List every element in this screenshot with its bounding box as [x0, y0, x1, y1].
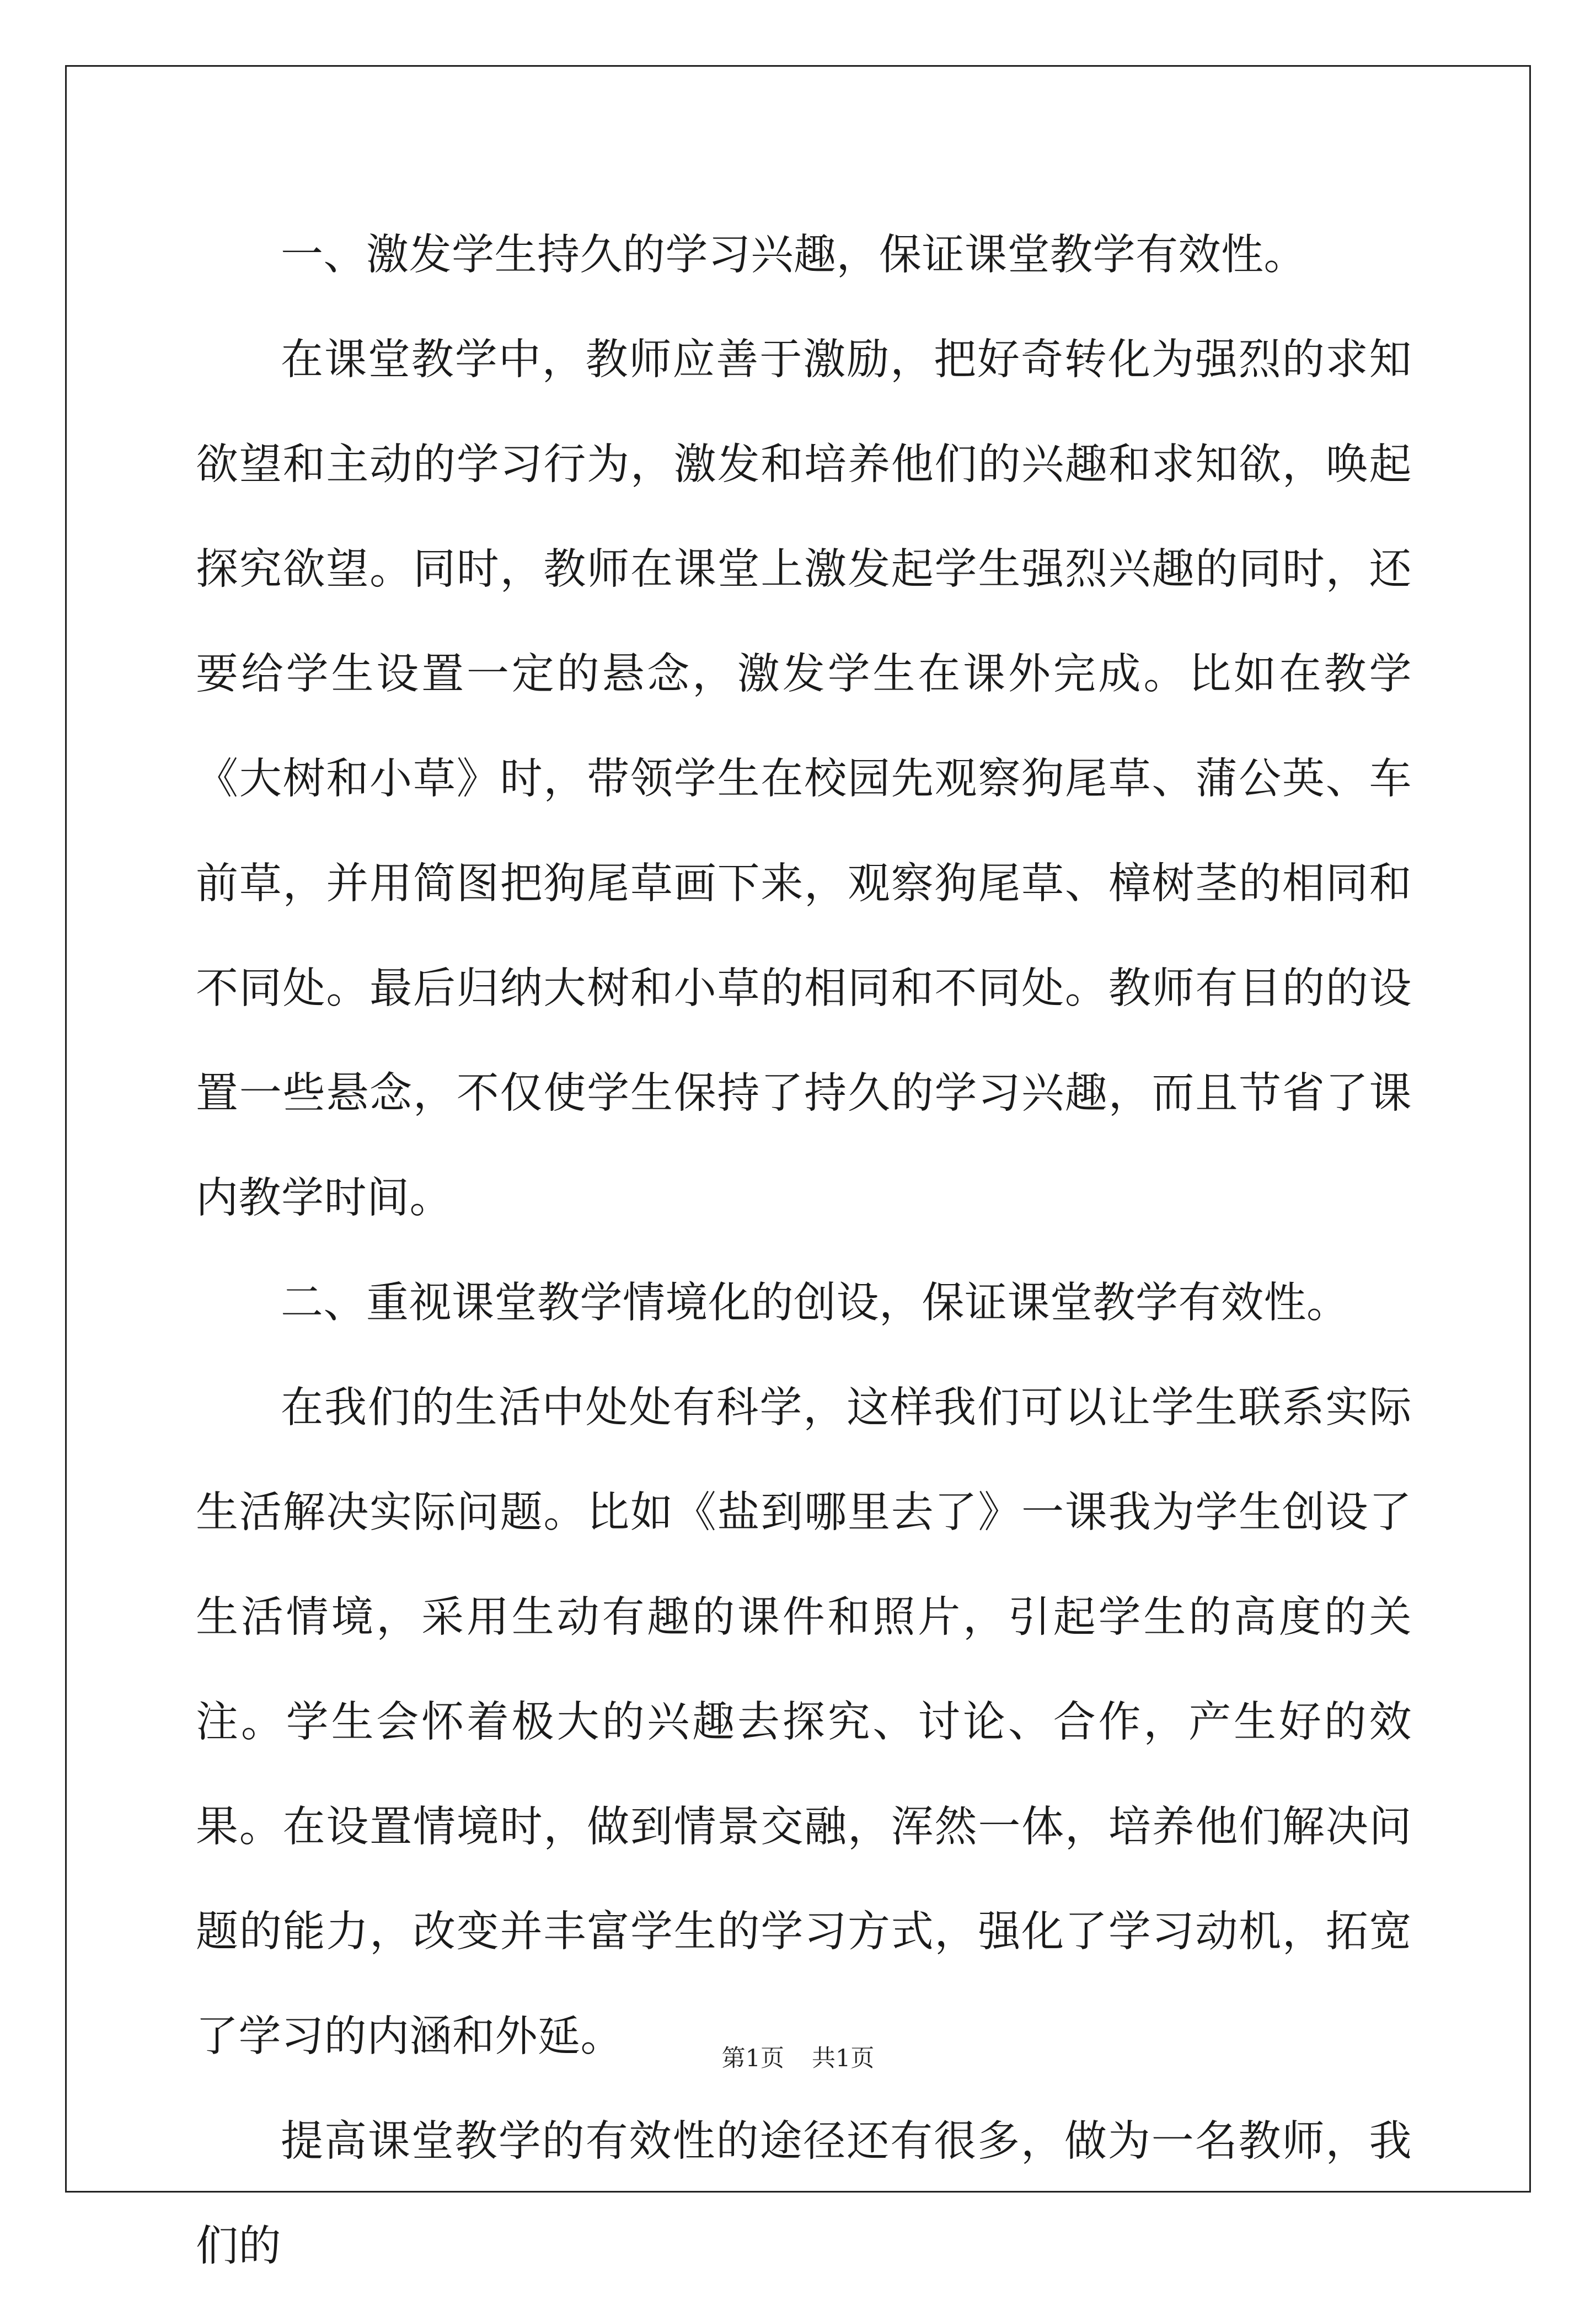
document-body [196, 203, 1412, 2299]
heading-section-1: 一、激发学生持久的学习兴趣，保证课堂教学有效性。 [281, 231, 1306, 280]
body-paragraph: 在课堂教学中，教师应善于激励，把好奇转化为强烈的求知欲望和主动的学习行为，激发和培养他们的兴趣和求知欲，唤起探究欲望。同时，教师在课堂上激发起学生强烈兴趣的同时，还要给学生设置一定的悬念，激发学生在课外完成。比如在教学《大树和小草》时，带领学生在校园先观察狗尾草、蒲公英、车前草，并用简图把狗尾草画下来，观察狗尾草、樟树茎的相同和不同处。最后归纳大树和小草的相同和不同处。教师有目的的设置一些悬念，不仅使学生保持了持久的学习兴趣，而且节省了课内教学时间。 [196, 335, 1412, 1223]
heading-section-2: 二、重视课堂教学情境化的创设，保证课堂教学有效性。 [281, 1279, 1349, 1328]
page-footer [0, 2042, 1596, 2075]
body-paragraph: 提高课堂教学的有效性的途径还有很多，做为一名教师，我们的 [196, 2117, 1412, 2271]
page-number-total: 共1页 [812, 2045, 875, 2072]
page-number-current: 第1页 [721, 2045, 784, 2072]
body-paragraph: 在我们的生活中处处有科学，这样我们可以让学生联系实际生活解决实际问题。比如《盐到哪里去了》一课我为学生创设了生活情境，采用生动有趣的课件和照片，引起学生的高度的关注。学生会怀着极大的兴趣去探究、讨论、合作，产生好的效果。在设置情境时，做到情景交融，浑然一体，培养他们解决问题的能力，改变并丰富学生的学习方式，强化了学习动机，拓宽了学习的内涵和外延。 [196, 1383, 1412, 2061]
